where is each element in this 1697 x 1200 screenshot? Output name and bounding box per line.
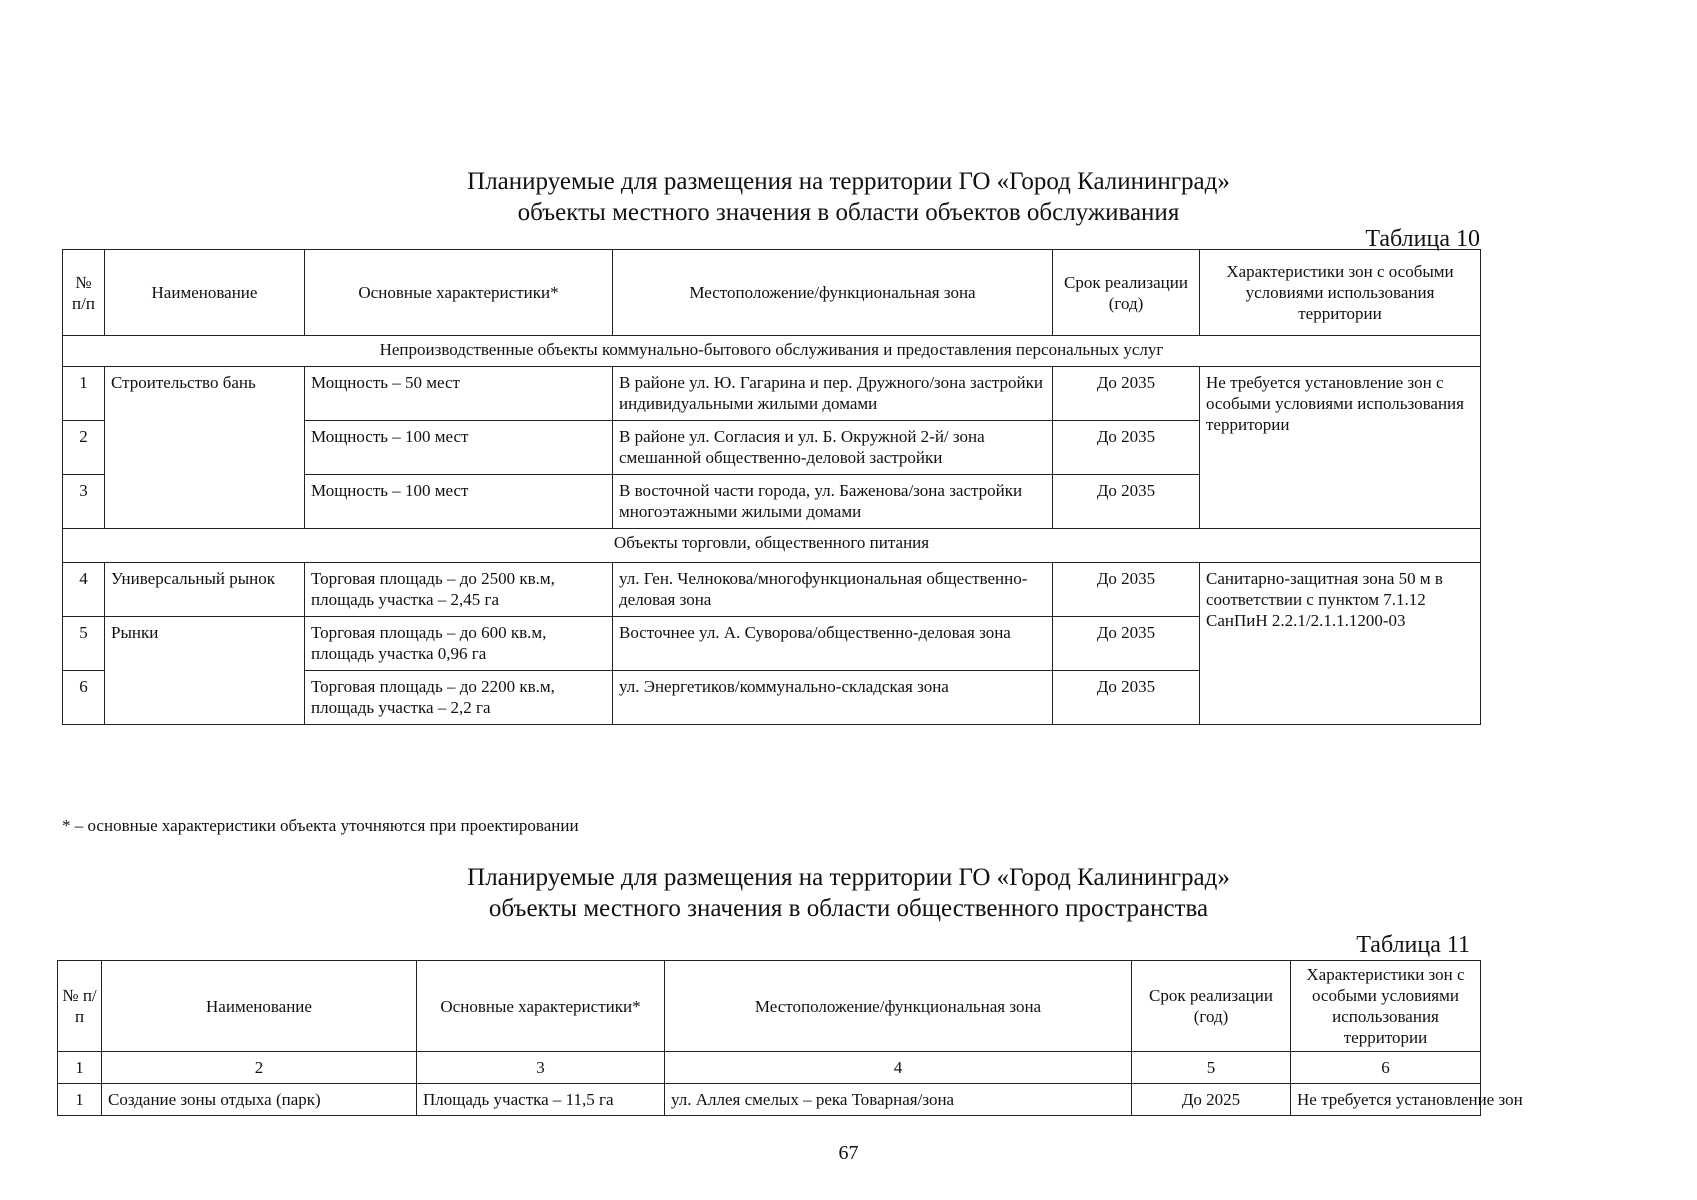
cell-name: Рынки xyxy=(105,617,305,725)
cell-name: Строительство бань xyxy=(105,367,305,529)
col-number: 5 xyxy=(1132,1052,1291,1084)
header-location: Местоположение/функциональная зона xyxy=(665,961,1132,1052)
cell-num: 1 xyxy=(63,367,105,421)
page-number: 67 xyxy=(838,1142,859,1164)
header-chars: Основные характеристики* xyxy=(417,961,665,1052)
col-number: 3 xyxy=(417,1052,665,1084)
cell-chars: Торговая площадь – до 2200 кв.м, площадь участка – 2,2 га xyxy=(305,671,613,725)
header-zone: Характеристики зон с особыми условиями использования территории xyxy=(1200,250,1481,336)
header-term: Срок реализации (год) xyxy=(1132,961,1291,1052)
cell-location: В восточной части города, ул. Баженова/зона застройки многоэтажными жилыми домами xyxy=(613,475,1053,529)
header-location: Местоположение/функциональная зона xyxy=(613,250,1053,336)
cell-chars: Торговая площадь – до 2500 кв.м, площадь участка – 2,45 га xyxy=(305,563,613,617)
table10-label: Таблица 10 xyxy=(1365,226,1480,252)
table11-label: Таблица 11 xyxy=(1356,932,1470,958)
table10-header-row xyxy=(63,250,1481,336)
cell-zone: Не требуется установление зон с особыми условиями использования территории xyxy=(1200,367,1481,529)
cell-term: До 2035 xyxy=(1053,617,1200,671)
table-row xyxy=(58,1084,1481,1116)
header-chars: Основные характеристики* xyxy=(305,250,613,336)
cell-location: ул. Энергетиков/коммунально-складская зона xyxy=(613,671,1053,725)
header-term: Срок реализации (год) xyxy=(1053,250,1200,336)
cell-term: До 2035 xyxy=(1053,421,1200,475)
cell-chars: Мощность – 100 мест xyxy=(305,421,613,475)
cell-chars: Торговая площадь – до 600 кв.м, площадь участка 0,96 га xyxy=(305,617,613,671)
cell-chars: Площадь участка – 11,5 га xyxy=(417,1084,665,1116)
cell-name: Создание зоны отдыха (парк) xyxy=(102,1084,417,1116)
cell-name: Универсальный рынок xyxy=(105,563,305,617)
cell-chars: Мощность – 50 мест xyxy=(305,367,613,421)
cell-location: В районе ул. Ю. Гагарина и пер. Дружного/зона застройки индивидуальными жилыми домами xyxy=(613,367,1053,421)
table-row xyxy=(63,367,1481,421)
cell-location: ул. Аллея смелых – река Товарная/зона xyxy=(665,1084,1132,1116)
cell-num: 5 xyxy=(63,617,105,671)
cell-term: До 2035 xyxy=(1053,367,1200,421)
col-number: 1 xyxy=(58,1052,102,1084)
section-heading: Объекты торговли, общественного питания xyxy=(63,529,1481,563)
header-zone: Характеристики зон с особыми условиями использования территории xyxy=(1291,961,1481,1052)
cell-term: До 2025 xyxy=(1132,1084,1291,1116)
cell-num: 1 xyxy=(58,1084,102,1116)
cell-term: До 2035 xyxy=(1053,475,1200,529)
footnote: * – основные характеристики объекта уточняются при проектировании xyxy=(62,816,579,835)
cell-num: 6 xyxy=(63,671,105,725)
col-number: 6 xyxy=(1291,1052,1481,1084)
table10-title-line2: объекты местного значения в области объектов обслуживания xyxy=(517,199,1180,226)
header-num: № п/п xyxy=(63,250,105,336)
col-number: 4 xyxy=(665,1052,1132,1084)
header-num: № п/п xyxy=(58,961,102,1052)
cell-term: До 2035 xyxy=(1053,671,1200,725)
cell-zone: Санитарно-защитная зона 50 м в соответствии с пунктом 7.1.12 СанПиН 2.2.1/2.1.1.1200-03 xyxy=(1200,563,1481,725)
col-number: 2 xyxy=(102,1052,417,1084)
header-name: Наименование xyxy=(105,250,305,336)
cell-chars: Мощность – 100 мест xyxy=(305,475,613,529)
cell-num: 2 xyxy=(63,421,105,475)
table10 xyxy=(62,249,1481,725)
table11-title-line2: объекты местного значения в области общественного пространства xyxy=(488,895,1209,922)
table11-header-row xyxy=(58,961,1481,1052)
cell-num: 3 xyxy=(63,475,105,529)
cell-zone: Не требуется установление зон xyxy=(1291,1084,1481,1116)
cell-num: 4 xyxy=(63,563,105,617)
cell-location: В районе ул. Согласия и ул. Б. Окружной 2-й/ зона смешанной общественно-деловой застройки xyxy=(613,421,1053,475)
table11-title-line1: Планируемые для размещения на территории ГО «Город Калининград» xyxy=(467,864,1230,891)
table11 xyxy=(57,960,1523,1116)
cell-location: ул. Ген. Челнокова/многофункциональная общественно-деловая зона xyxy=(613,563,1053,617)
table-row xyxy=(63,563,1481,617)
table10-title-line1: Планируемые для размещения на территории ГО «Город Калининград» xyxy=(467,168,1230,195)
section-heading: Непроизводственные объекты коммунально-бытового обслуживания и предоставления персональных услуг xyxy=(63,336,1481,367)
cell-term: До 2035 xyxy=(1053,563,1200,617)
column-number-row xyxy=(58,1052,1481,1084)
header-name: Наименование xyxy=(102,961,417,1052)
cell-location: Восточнее ул. А. Суворова/общественно-деловая зона xyxy=(613,617,1053,671)
